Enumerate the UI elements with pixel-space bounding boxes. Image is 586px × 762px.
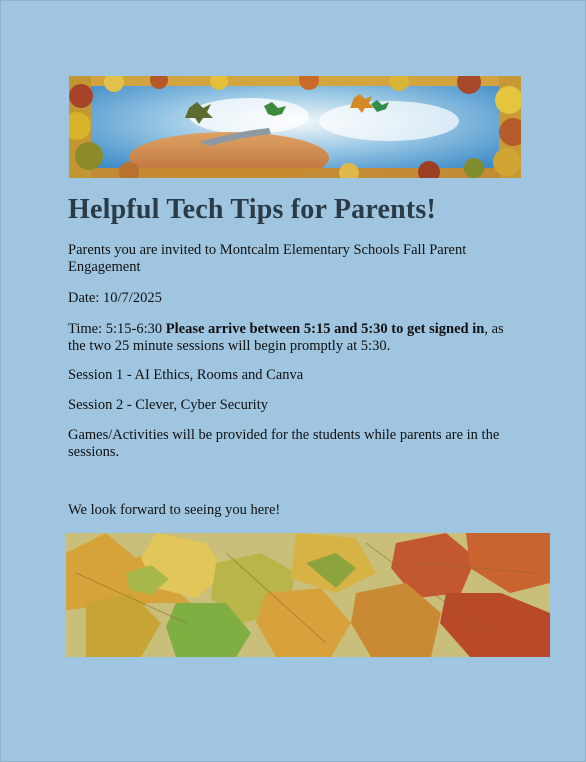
invite-text: Parents you are invited to Montcalm Elementary Schools Fall Parent Engagement — [68, 242, 467, 275]
session-1-text: Session 1 - AI Ethics, Rooms and Canva — [68, 367, 304, 383]
page-title: Helpful Tech Tips for Parents! — [68, 194, 436, 225]
time-text — [68, 321, 508, 355]
arrival-notice: Please arrive between 5:15 and 5:30 to get signed in — [165, 321, 485, 337]
date-text: Date: 10/7/2025 — [68, 290, 162, 306]
session-2-text: Session 2 - Clever, Cyber Security — [68, 397, 268, 413]
maple-leaves-banner — [66, 533, 550, 657]
time-suffix: , as the two 25 minute sessions will begin promptly at 5:30. — [68, 321, 504, 354]
games-activities-text: Games/Activities will be provided for the students while parents are in the sessions. — [68, 427, 500, 460]
autumn-pond-banner — [69, 76, 521, 178]
time-prefix: Time: 5:15-6:30 — [68, 321, 166, 337]
closing-text: We look forward to seeing you here! — [68, 502, 281, 518]
